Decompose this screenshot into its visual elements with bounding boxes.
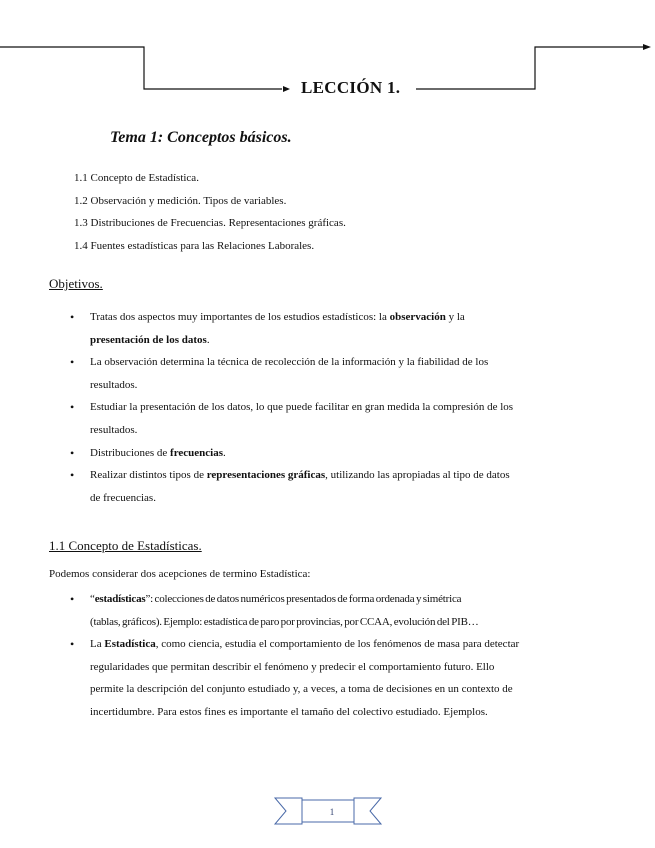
toc-item: 1.4 Fuentes estadísticas para las Relaciones Laborales. <box>74 240 315 253</box>
section-1-heading: 1.1 Concepto de Estadísticas. <box>49 538 202 553</box>
toc-item: 1.1 Concepto de Estadística. <box>74 172 199 184</box>
lesson-title: LECCIÓN 1. <box>301 78 401 97</box>
list-item: • La Estadística, como ciencia, estudia el comportamiento de los fenómenos de masa para detectar regularidades que permitan describir el fenómeno y predecir el comportamiento futuro. Ello permite la descripción del conjunto estudiado y, a veces, a toma de decisiones en un contexto de incertidumbre. Para estos fines es importante el tamaño del colectivo estudiado. Ejemplos. <box>70 633 594 723</box>
list-item: • “estadísticas”: colecciones de datos numéricos presentados de forma ordenada y simétrica (tablas, gráficos). Ejemplo: estadística de paro por provincias, por CCAA, evolución del PIB… <box>70 588 594 633</box>
section-1-intro: Podemos considerar dos acepciones de termino Estadística: <box>49 568 311 580</box>
page-number: 1 <box>329 807 335 817</box>
definitions-list <box>70 588 594 724</box>
list-item: • Estudiar la presentación de los datos, lo que puede facilitar en gran medida la compresión de los resultados. <box>70 396 590 441</box>
table-of-contents <box>74 167 346 258</box>
list-item: • Tratas dos aspectos muy importantes de los estudios estadísticos: la observación y la presentación de los datos. <box>70 306 590 351</box>
toc-item: 1.2 Observación y medición. Tipos de variables. <box>74 194 287 207</box>
objectives-heading: Objetivos. <box>49 276 103 291</box>
list-item: • La observación determina la técnica de recolección de la información y la fiabilidad de los resultados. <box>70 351 590 396</box>
list-item: • Distribuciones de frecuencias. <box>70 442 590 465</box>
topic-title: Tema 1: Conceptos básicos. <box>110 129 292 146</box>
list-item: • Realizar distintos tipos de representaciones gráficas, utilizando las apropiadas al tipo de datos de frecuencias. <box>70 464 590 509</box>
toc-item: 1.3 Distribuciones de Frecuencias. Representaciones gráficas. <box>74 217 346 230</box>
objectives-list <box>70 306 590 509</box>
